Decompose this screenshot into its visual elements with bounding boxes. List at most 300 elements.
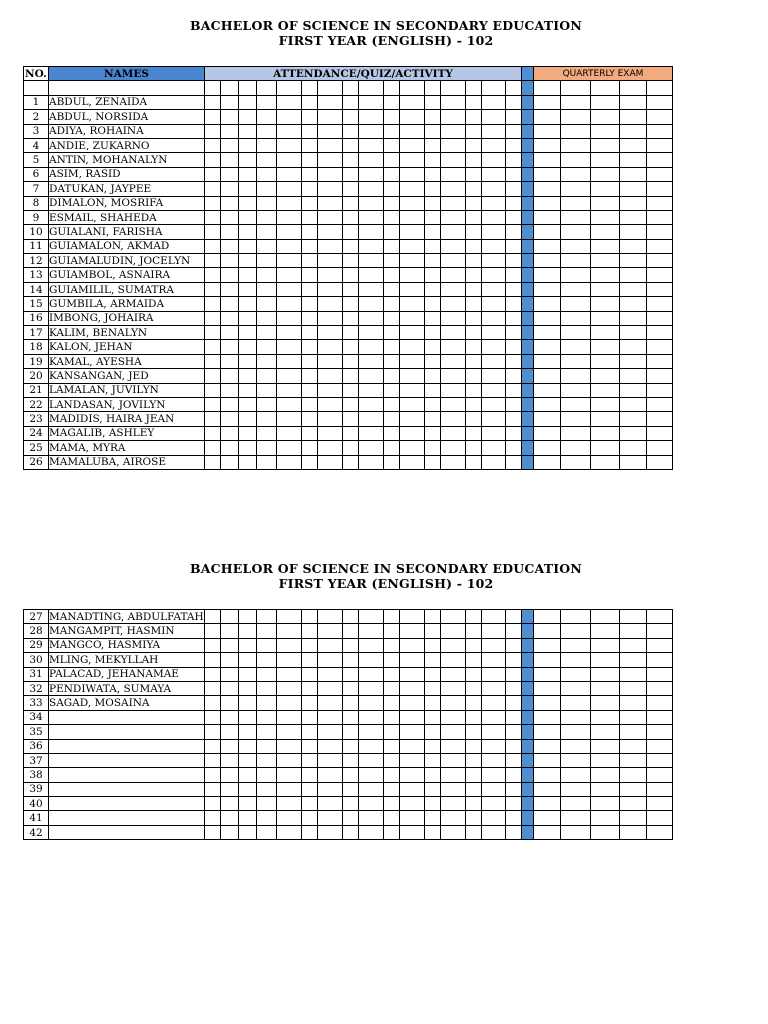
score-cell [205,638,221,652]
score-cell [400,225,425,239]
score-cell [221,369,239,383]
exam-cell [620,311,647,325]
exam-cell [561,182,591,196]
score-cell [466,710,482,724]
score-cell [343,81,359,95]
score-cell [441,326,466,340]
student-row [24,441,673,455]
score-cell [302,124,318,138]
score-cell [441,110,466,124]
score-cell [239,340,257,354]
score-cell [482,268,506,282]
score-cell [506,110,522,124]
exam-cell [591,282,620,296]
score-cell [205,153,221,167]
score-cell [302,81,318,95]
score-cell [257,412,277,426]
score-cell [425,110,441,124]
score-cell [506,210,522,224]
score-cell [441,311,466,325]
score-cell [359,326,384,340]
score-cell [277,340,302,354]
exam-cell [647,282,673,296]
exam-cell [647,167,673,181]
score-cell [221,81,239,95]
exam-cell [620,153,647,167]
exam-cell [620,268,647,282]
score-cell [466,196,482,210]
student-row [24,638,673,652]
score-cell [257,311,277,325]
score-cell [359,196,384,210]
score-cell [506,369,522,383]
score-cell [466,638,482,652]
score-cell [384,210,400,224]
score-cell [239,354,257,368]
score-cell [318,354,343,368]
student-number: 35 [24,725,49,739]
score-cell [343,196,359,210]
score-cell [302,95,318,109]
exam-cell [561,624,591,638]
score-cell [277,624,302,638]
score-cell [302,297,318,311]
score-cell [425,210,441,224]
score-cell [466,282,482,296]
score-cell [302,326,318,340]
score-cell [221,326,239,340]
score-cell [343,455,359,469]
score-cell [343,110,359,124]
score-cell [425,282,441,296]
score-cell [425,138,441,152]
score-cell [359,725,384,739]
score-cell [277,797,302,811]
exam-cell [620,811,647,825]
exam-cell [620,124,647,138]
column-separator [522,753,534,767]
score-cell [506,383,522,397]
score-cell [466,153,482,167]
score-cell [318,110,343,124]
score-cell [506,710,522,724]
score-cell [466,426,482,440]
section-title: FIRST YEAR (ENGLISH) - 102 [278,576,494,591]
student-row [24,610,673,624]
score-cell [257,782,277,796]
column-separator [522,441,534,455]
exam-cell [591,124,620,138]
score-cell [277,297,302,311]
student-row [24,624,673,638]
student-name: ANTIN, MOHANALYN [49,153,205,167]
score-cell [359,412,384,426]
score-cell [277,239,302,253]
score-cell [205,196,221,210]
score-cell [506,138,522,152]
score-cell [359,167,384,181]
exam-cell [591,426,620,440]
exam-cell [591,455,620,469]
exam-cell [534,239,561,253]
score-cell [400,768,425,782]
score-cell [506,167,522,181]
score-cell [441,638,466,652]
score-cell [359,825,384,839]
score-cell [343,739,359,753]
score-cell [318,825,343,839]
score-cell [239,768,257,782]
student-name: ADIYA, ROHAINA [49,124,205,138]
score-cell [425,340,441,354]
column-header-no: NO. [25,67,47,80]
score-cell [384,383,400,397]
column-separator [522,426,534,440]
score-cell [239,239,257,253]
score-cell [425,254,441,268]
exam-cell [534,124,561,138]
column-separator [522,696,534,710]
score-cell [482,725,506,739]
score-cell [482,153,506,167]
score-cell [425,696,441,710]
score-cell [257,239,277,253]
score-cell [441,811,466,825]
score-cell [302,825,318,839]
student-name: GUIAMILIL, SUMATRA [49,282,205,296]
column-separator [522,110,534,124]
student-name: MADIDIS, HAIRA JEAN [49,412,205,426]
exam-cell [561,268,591,282]
score-cell [343,610,359,624]
score-cell [257,768,277,782]
score-cell [506,653,522,667]
student-number: 8 [24,196,49,210]
score-cell [343,696,359,710]
score-cell [343,124,359,138]
student-number: 1 [24,95,49,109]
student-name: ABDUL, NORSIDA [49,110,205,124]
score-cell [239,653,257,667]
score-cell [318,610,343,624]
score-cell [257,182,277,196]
score-cell [482,110,506,124]
exam-cell [591,397,620,411]
exam-cell [620,239,647,253]
exam-cell [647,455,673,469]
exam-cell [591,624,620,638]
exam-cell [647,81,673,95]
exam-cell [534,167,561,181]
score-cell [482,710,506,724]
exam-cell [620,138,647,152]
exam-cell [620,81,647,95]
score-cell [359,81,384,95]
score-cell [425,624,441,638]
score-cell [239,110,257,124]
exam-cell [534,768,561,782]
score-cell [384,167,400,181]
column-separator [522,610,534,624]
score-cell [343,710,359,724]
student-name: ABDUL, ZENAIDA [49,95,205,109]
score-cell [343,768,359,782]
score-cell [205,268,221,282]
score-cell [466,268,482,282]
score-cell [441,412,466,426]
score-cell [482,95,506,109]
exam-cell [561,739,591,753]
score-cell [441,282,466,296]
score-cell [343,225,359,239]
exam-cell [534,412,561,426]
score-cell [384,797,400,811]
student-name: MANADTING, ABDULFATAH [49,610,204,623]
score-cell [384,441,400,455]
student-number: 7 [24,182,49,196]
student-number: 6 [24,167,49,181]
score-cell [425,710,441,724]
score-cell [384,95,400,109]
score-cell [384,124,400,138]
score-cell [425,412,441,426]
score-cell [359,383,384,397]
column-separator [522,124,534,138]
score-cell [441,383,466,397]
column-separator [522,326,534,340]
score-cell [239,782,257,796]
exam-cell [534,110,561,124]
score-cell [302,182,318,196]
score-cell [400,196,425,210]
score-cell [400,297,425,311]
score-cell [441,653,466,667]
score-cell [466,667,482,681]
exam-cell [647,268,673,282]
exam-cell [647,610,673,624]
score-cell [506,182,522,196]
score-cell [221,297,239,311]
student-name [49,739,205,753]
score-cell [506,340,522,354]
score-cell [466,182,482,196]
column-separator [522,811,534,825]
column-separator [522,153,534,167]
score-cell [466,681,482,695]
score-cell [482,753,506,767]
score-cell [221,825,239,839]
exam-cell [647,153,673,167]
exam-cell [561,254,591,268]
score-cell [221,782,239,796]
score-cell [441,455,466,469]
score-cell [239,254,257,268]
score-cell [506,225,522,239]
student-number: 36 [24,739,49,753]
score-cell [239,426,257,440]
score-cell [425,768,441,782]
score-cell [400,81,425,95]
score-cell [384,710,400,724]
score-cell [257,397,277,411]
score-cell [318,225,343,239]
score-cell [400,426,425,440]
score-cell [277,782,302,796]
score-cell [359,624,384,638]
score-cell [384,653,400,667]
score-cell [205,681,221,695]
exam-cell [561,753,591,767]
score-cell [221,210,239,224]
column-separator [522,282,534,296]
student-row [24,167,673,181]
exam-cell [620,340,647,354]
score-cell [318,739,343,753]
score-cell [466,110,482,124]
score-cell [400,681,425,695]
exam-cell [647,110,673,124]
score-cell [277,196,302,210]
score-cell [506,397,522,411]
student-row [24,369,673,383]
student-name: IMBONG, JOHAIRA [49,311,205,325]
score-cell [506,354,522,368]
score-cell [384,768,400,782]
exam-cell [620,412,647,426]
score-cell [302,167,318,181]
score-cell [257,455,277,469]
score-cell [441,81,466,95]
score-cell [466,383,482,397]
student-name [49,725,205,739]
score-cell [425,383,441,397]
score-cell [257,426,277,440]
exam-cell [534,753,561,767]
score-cell [257,354,277,368]
student-number: 16 [24,311,49,325]
score-cell [239,638,257,652]
score-cell [239,124,257,138]
score-cell [482,182,506,196]
student-name [49,753,205,767]
score-cell [257,153,277,167]
exam-cell [591,638,620,652]
score-cell [400,153,425,167]
score-cell [239,753,257,767]
score-cell [257,110,277,124]
student-number: 42 [24,825,49,839]
column-separator [522,397,534,411]
score-cell [257,95,277,109]
exam-cell [620,455,647,469]
score-cell [302,383,318,397]
score-cell [318,768,343,782]
score-cell [277,95,302,109]
score-cell [205,239,221,253]
score-cell [400,124,425,138]
score-cell [257,210,277,224]
score-cell [277,753,302,767]
student-name: ANDIE, ZUKARNO [49,138,205,152]
exam-cell [534,81,561,95]
exam-cell [591,797,620,811]
score-cell [239,95,257,109]
score-cell [302,710,318,724]
score-cell [400,326,425,340]
score-cell [482,167,506,181]
score-cell [384,696,400,710]
score-cell [384,340,400,354]
score-cell [239,138,257,152]
exam-cell [591,239,620,253]
student-number: 38 [24,768,49,782]
score-cell [506,753,522,767]
exam-cell [534,825,561,839]
score-cell [221,811,239,825]
score-cell [239,681,257,695]
student-name: MAMA, MYRA [49,441,205,455]
score-cell [466,81,482,95]
score-cell [359,239,384,253]
score-cell [221,254,239,268]
score-cell [466,797,482,811]
score-cell [239,369,257,383]
exam-cell [647,825,673,839]
student-row [24,397,673,411]
student-name: ESMAIL, SHAHEDA [49,210,205,224]
score-cell [506,811,522,825]
exam-cell [647,768,673,782]
score-cell [318,196,343,210]
score-cell [257,710,277,724]
exam-cell [591,811,620,825]
exam-cell [591,196,620,210]
exam-cell [620,696,647,710]
exam-cell [620,725,647,739]
student-row [24,725,673,739]
student-number: 41 [24,811,49,825]
score-cell [425,725,441,739]
score-cell [343,753,359,767]
score-cell [205,753,221,767]
score-cell [466,782,482,796]
score-cell [257,340,277,354]
score-cell [302,696,318,710]
exam-cell [534,441,561,455]
exam-cell [647,95,673,109]
exam-cell [561,81,591,95]
score-cell [425,610,441,624]
score-cell [302,196,318,210]
score-cell [302,225,318,239]
exam-cell [620,110,647,124]
score-cell [302,739,318,753]
column-header-names: NAMES [49,67,205,81]
score-cell [425,81,441,95]
student-row [24,797,673,811]
score-cell [343,782,359,796]
exam-cell [620,196,647,210]
score-cell [239,725,257,739]
score-cell [277,681,302,695]
score-cell [277,455,302,469]
score-cell [277,710,302,724]
score-cell [343,653,359,667]
score-cell [359,210,384,224]
score-cell [221,124,239,138]
score-cell [506,81,522,95]
exam-cell [591,167,620,181]
